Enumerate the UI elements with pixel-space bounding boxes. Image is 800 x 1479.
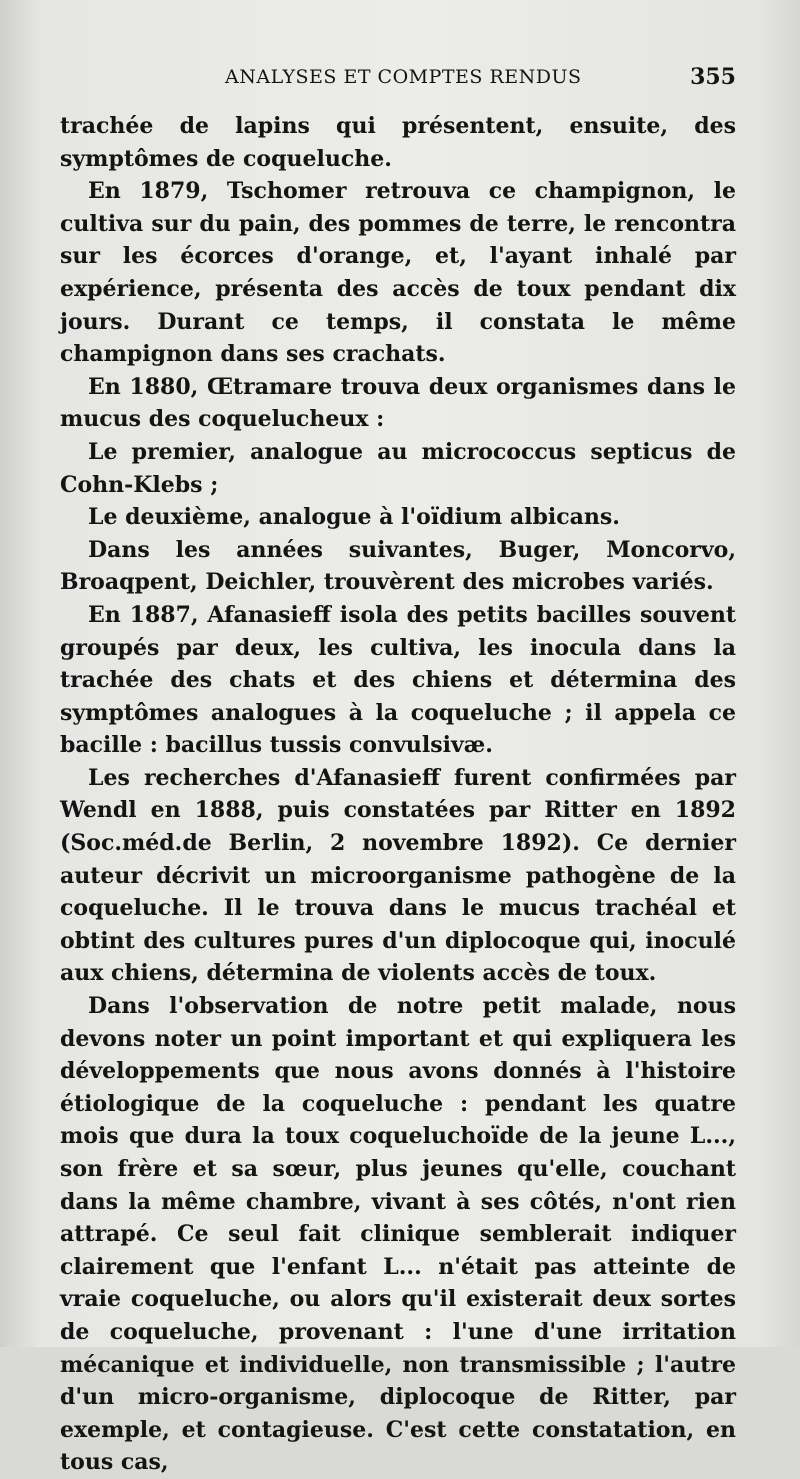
body-text [60,110,736,1479]
paragraph: Dans les années suivantes, Buger, Moncorvo, Broaqpent, Deichler, trouvèrent des microbes variés. [60,536,736,596]
paragraph: En 1879, Tschomer retrouva ce champignon, le cultiva sur du pain, des pommes de terre, le rencontra sur les écorces d'orange, et, l'ayant inhalé par expérience, présenta des accès de toux pendant dix jours. Durant ce temps, il constata le même champignon dans ses crachats. [60,178,736,368]
paragraph: Le deuxième, analogue à l'oïdium albicans. [88,504,620,531]
paragraph: trachée de lapins qui présentent, ensuite, des symptômes de coqueluche. [60,113,736,172]
paragraph: En 1887, Afanasieff isola des petits bacilles souvent groupés par deux, les cultiva, les inocula dans la trachée des chats et des chiens et détermina des symptômes analogues à la coqueluche ; il appela ce bacille : bacillus tussis convulsivæ. [60,601,736,759]
paragraph: En 1880, Œtramare trouva deux organismes dans le mucus des coqueluchеux : [60,373,736,433]
running-head: ANALYSES ET COMPTES RENDUS [225,66,582,88]
page-header [60,60,736,100]
page-number: 355 [690,64,736,90]
paragraph: Les recherches d'Afanasieff furent confirmées par Wendl en 1888, puis constatées par Ritter en 1892 (Soc.méd.de Berlin, 2 novembre 1892). Ce dernier auteur décrivit un microorganisme pathogène de la coqueluche. Il le trouva dans le mucus trachéal et obtint des cultures pures d'un diplocoque qui, inoculé aux chiens, détermina de violents accès de toux. [60,764,736,987]
paragraph: Dans l'observation de notre petit malade, nous devons noter un point important et qui expliquera les développements que nous avons donnés à l'histoire étiologique de la coqueluche : pendant les quatre mois que dura la toux coqueluchoïde de la jeune L..., son frère et sa sœur, plus jeunes qu'elle, couchant dans la même chambre, vivant à ses côtés, n'ont rien attrapé. Ce seul fait clinique semblerait indiquer clairement que l'enfant L... n'était pas atteinte de vraie coqueluche, ou alors qu'il existerait deux sortes de coqueluche, provenant : l'une d'une irritation mécanique et individuelle, non transmissible ; l'autre d'un micro-organisme, diplocoque de Ritter, par exemple, et contagieuse. C'est cette constatation, en tous cas, [60,993,736,1476]
paragraph: Le premier, analogue au micrococcus septicus de Cohn-Klebs ; [60,438,736,498]
